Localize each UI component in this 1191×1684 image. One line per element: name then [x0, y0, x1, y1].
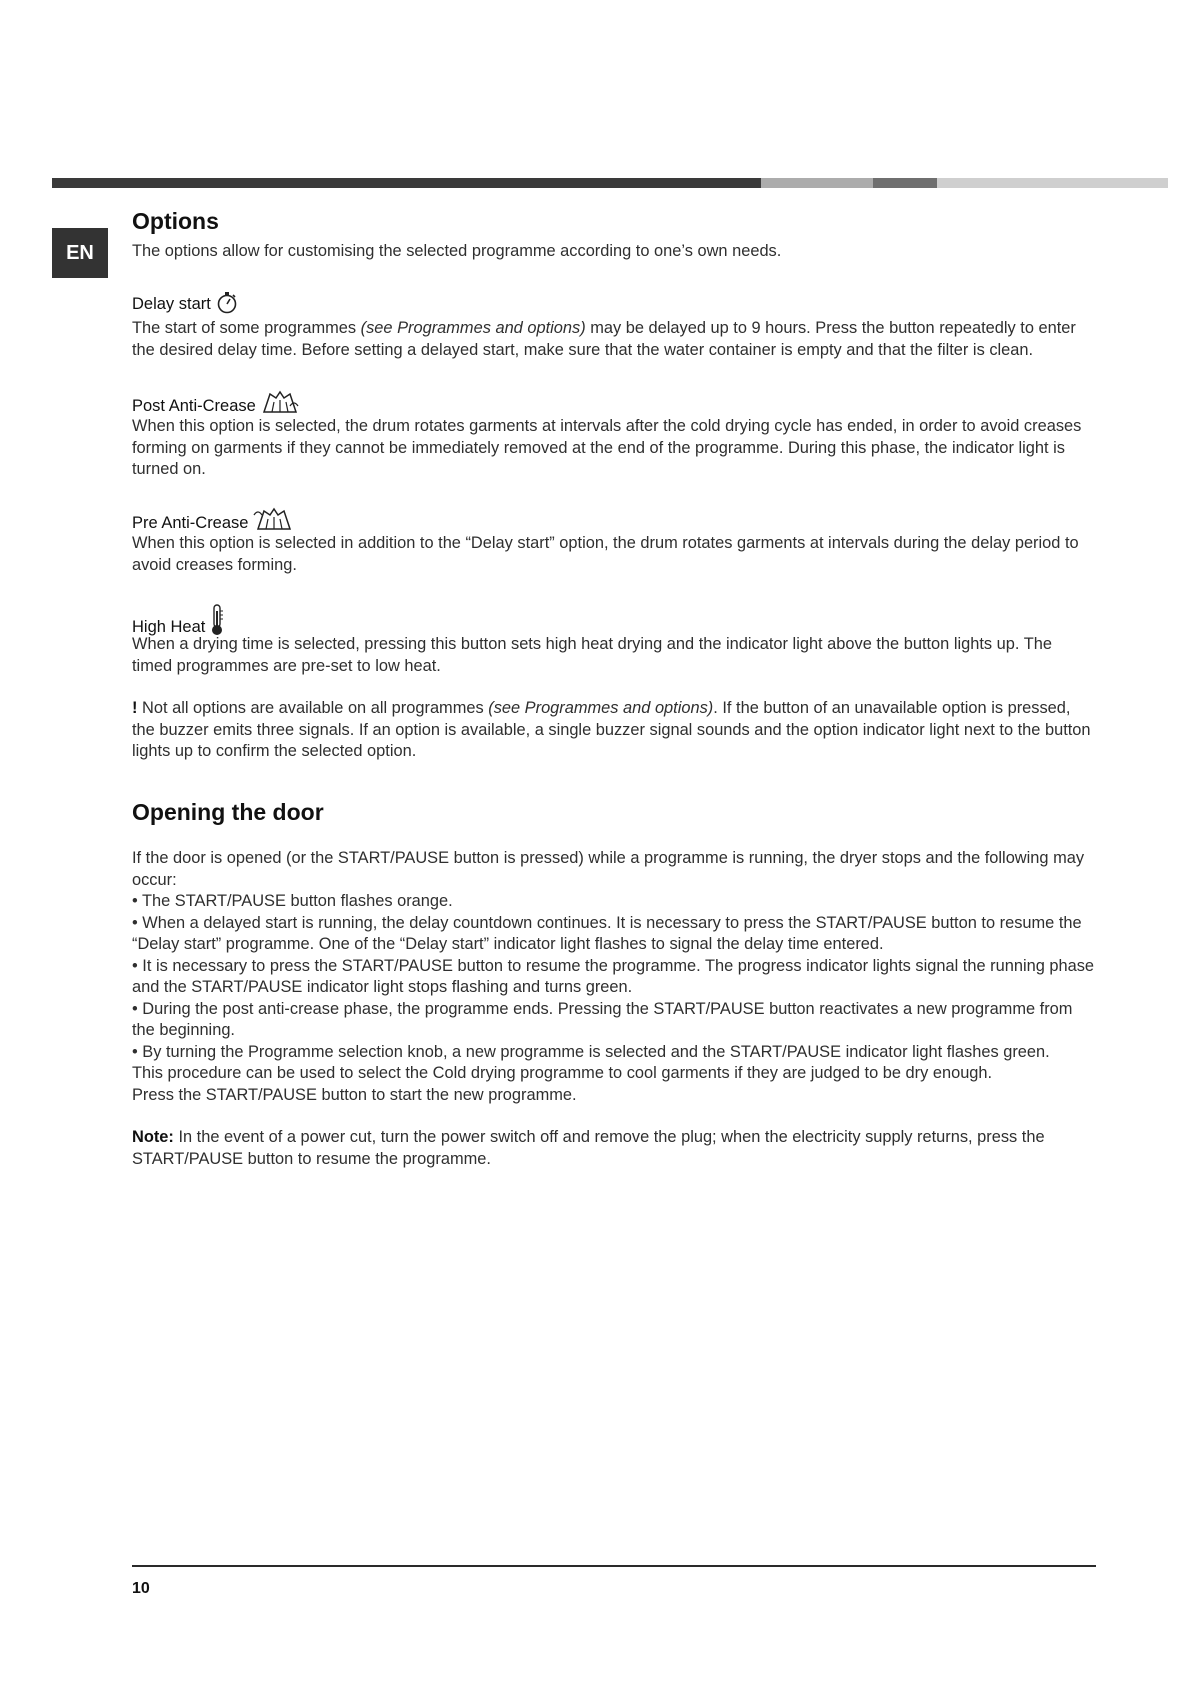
warning-reference: (see Programmes and options): [488, 699, 714, 717]
delay-start-description: [132, 318, 1096, 361]
delay-start-heading: [132, 290, 239, 314]
power-cut-note: [132, 1127, 1096, 1170]
options-intro: The options allow for customising the selected programme according to one’s own needs.: [132, 242, 782, 260]
delay-start-text-b: may be delayed up to 9 hours. Press the button repeatedly to enter the desired delay time. Before setting a delayed start, make sure that the water container is empty and that the filter is clean.: [132, 319, 1076, 359]
header-color-bar: [52, 178, 1168, 188]
pre-anti-crease-description: When this option is selected in addition to the “Delay start” option, the drum rotates garments at intervals during the delay period to avoid creases forming.: [132, 534, 1079, 574]
high-heat-title: High Heat: [132, 618, 206, 636]
pre-anti-crease-icon: [252, 505, 292, 533]
door-cold-drying-line: This procedure can be used to select the Cold drying programme to cool garments if they are judged to be dry enough.: [132, 1064, 993, 1082]
note-label: Note:: [132, 1128, 174, 1146]
footer-rule: [132, 1565, 1096, 1567]
stopwatch-icon: [215, 290, 239, 314]
header-bar-pale-segment: [937, 178, 1168, 188]
high-heat-description: When a drying time is selected, pressing this button sets high heat drying and the indicator light above the button lights up. The timed programmes are pre-set to low heat.: [132, 635, 1052, 675]
warning-mark: !: [132, 699, 138, 717]
header-bar-light-segment: [761, 178, 873, 188]
door-press-start-line: Press the START/PAUSE button to start the new programme.: [132, 1085, 577, 1104]
language-tab: EN: [52, 228, 108, 278]
door-bullet: • It is necessary to press the START/PAUSE button to resume the programme. The progress indicator lights signal the running phase and the START/PAUSE indicator light stops flashing and turns green.: [132, 956, 1095, 996]
note-text: In the event of a power cut, turn the power switch off and remove the plug; when the electricity supply returns, press the START/PAUSE button to resume the programme.: [132, 1128, 1045, 1168]
door-bullet: • By turning the Programme selection knob, a new programme is selected and the START/PAUSE indicator light flashes green.: [132, 1042, 1050, 1061]
pre-anti-crease-title: Pre Anti-Crease: [132, 514, 249, 532]
header-bar-mid-segment: [873, 178, 937, 188]
delay-start-title: Delay start: [132, 295, 211, 313]
post-anti-crease-icon: [260, 388, 300, 416]
door-bullet: • The START/PAUSE button flashes orange.: [132, 892, 453, 910]
post-anti-crease-title: Post Anti-Crease: [132, 397, 256, 415]
post-anti-crease-heading: [132, 388, 300, 416]
pre-anti-crease-heading: [132, 505, 292, 533]
high-heat-heading: [132, 603, 225, 637]
options-warning: [132, 698, 1096, 763]
post-anti-crease-description: When this option is selected, the drum rotates garments at intervals after the cold drying cycle has ended, in order to avoid creases forming on garments if they cannot be immediately removed at the end of the programme. During this phase, the indicator light is turned on.: [132, 417, 1082, 478]
warning-text-a: Not all options are available on all programmes: [137, 699, 489, 717]
thermometer-icon: [209, 603, 225, 637]
delay-start-reference: (see Programmes and options): [360, 319, 586, 337]
opening-door-heading: Opening the door: [132, 799, 324, 825]
opening-door-body: [132, 848, 1096, 1106]
warning-text-b: . If the button of an unavailable option is pressed, the buzzer emits three signals. If an option is available, a single buzzer signal sounds and the option indicator light next to the button lights up to confirm the selected option.: [132, 699, 1091, 760]
page-number: 10: [132, 1580, 150, 1597]
options-heading: Options: [132, 208, 219, 234]
door-intro: If the door is opened (or the START/PAUSE button is pressed) while a programme is running, the dryer stops and the following may occur:: [132, 849, 1085, 889]
door-bullet: • During the post anti-crease phase, the programme ends. Pressing the START/PAUSE button reactivates a new programme from the beginning.: [132, 999, 1073, 1039]
door-bullet: • When a delayed start is running, the delay countdown continues. It is necessary to press the START/PAUSE button to resume the “Delay start” programme. One of the “Delay start” indicator light flashes to signal the delay time entered.: [132, 913, 1082, 953]
delay-start-text-a: The start of some programmes: [132, 319, 361, 337]
header-bar-dark-segment: [52, 178, 761, 188]
